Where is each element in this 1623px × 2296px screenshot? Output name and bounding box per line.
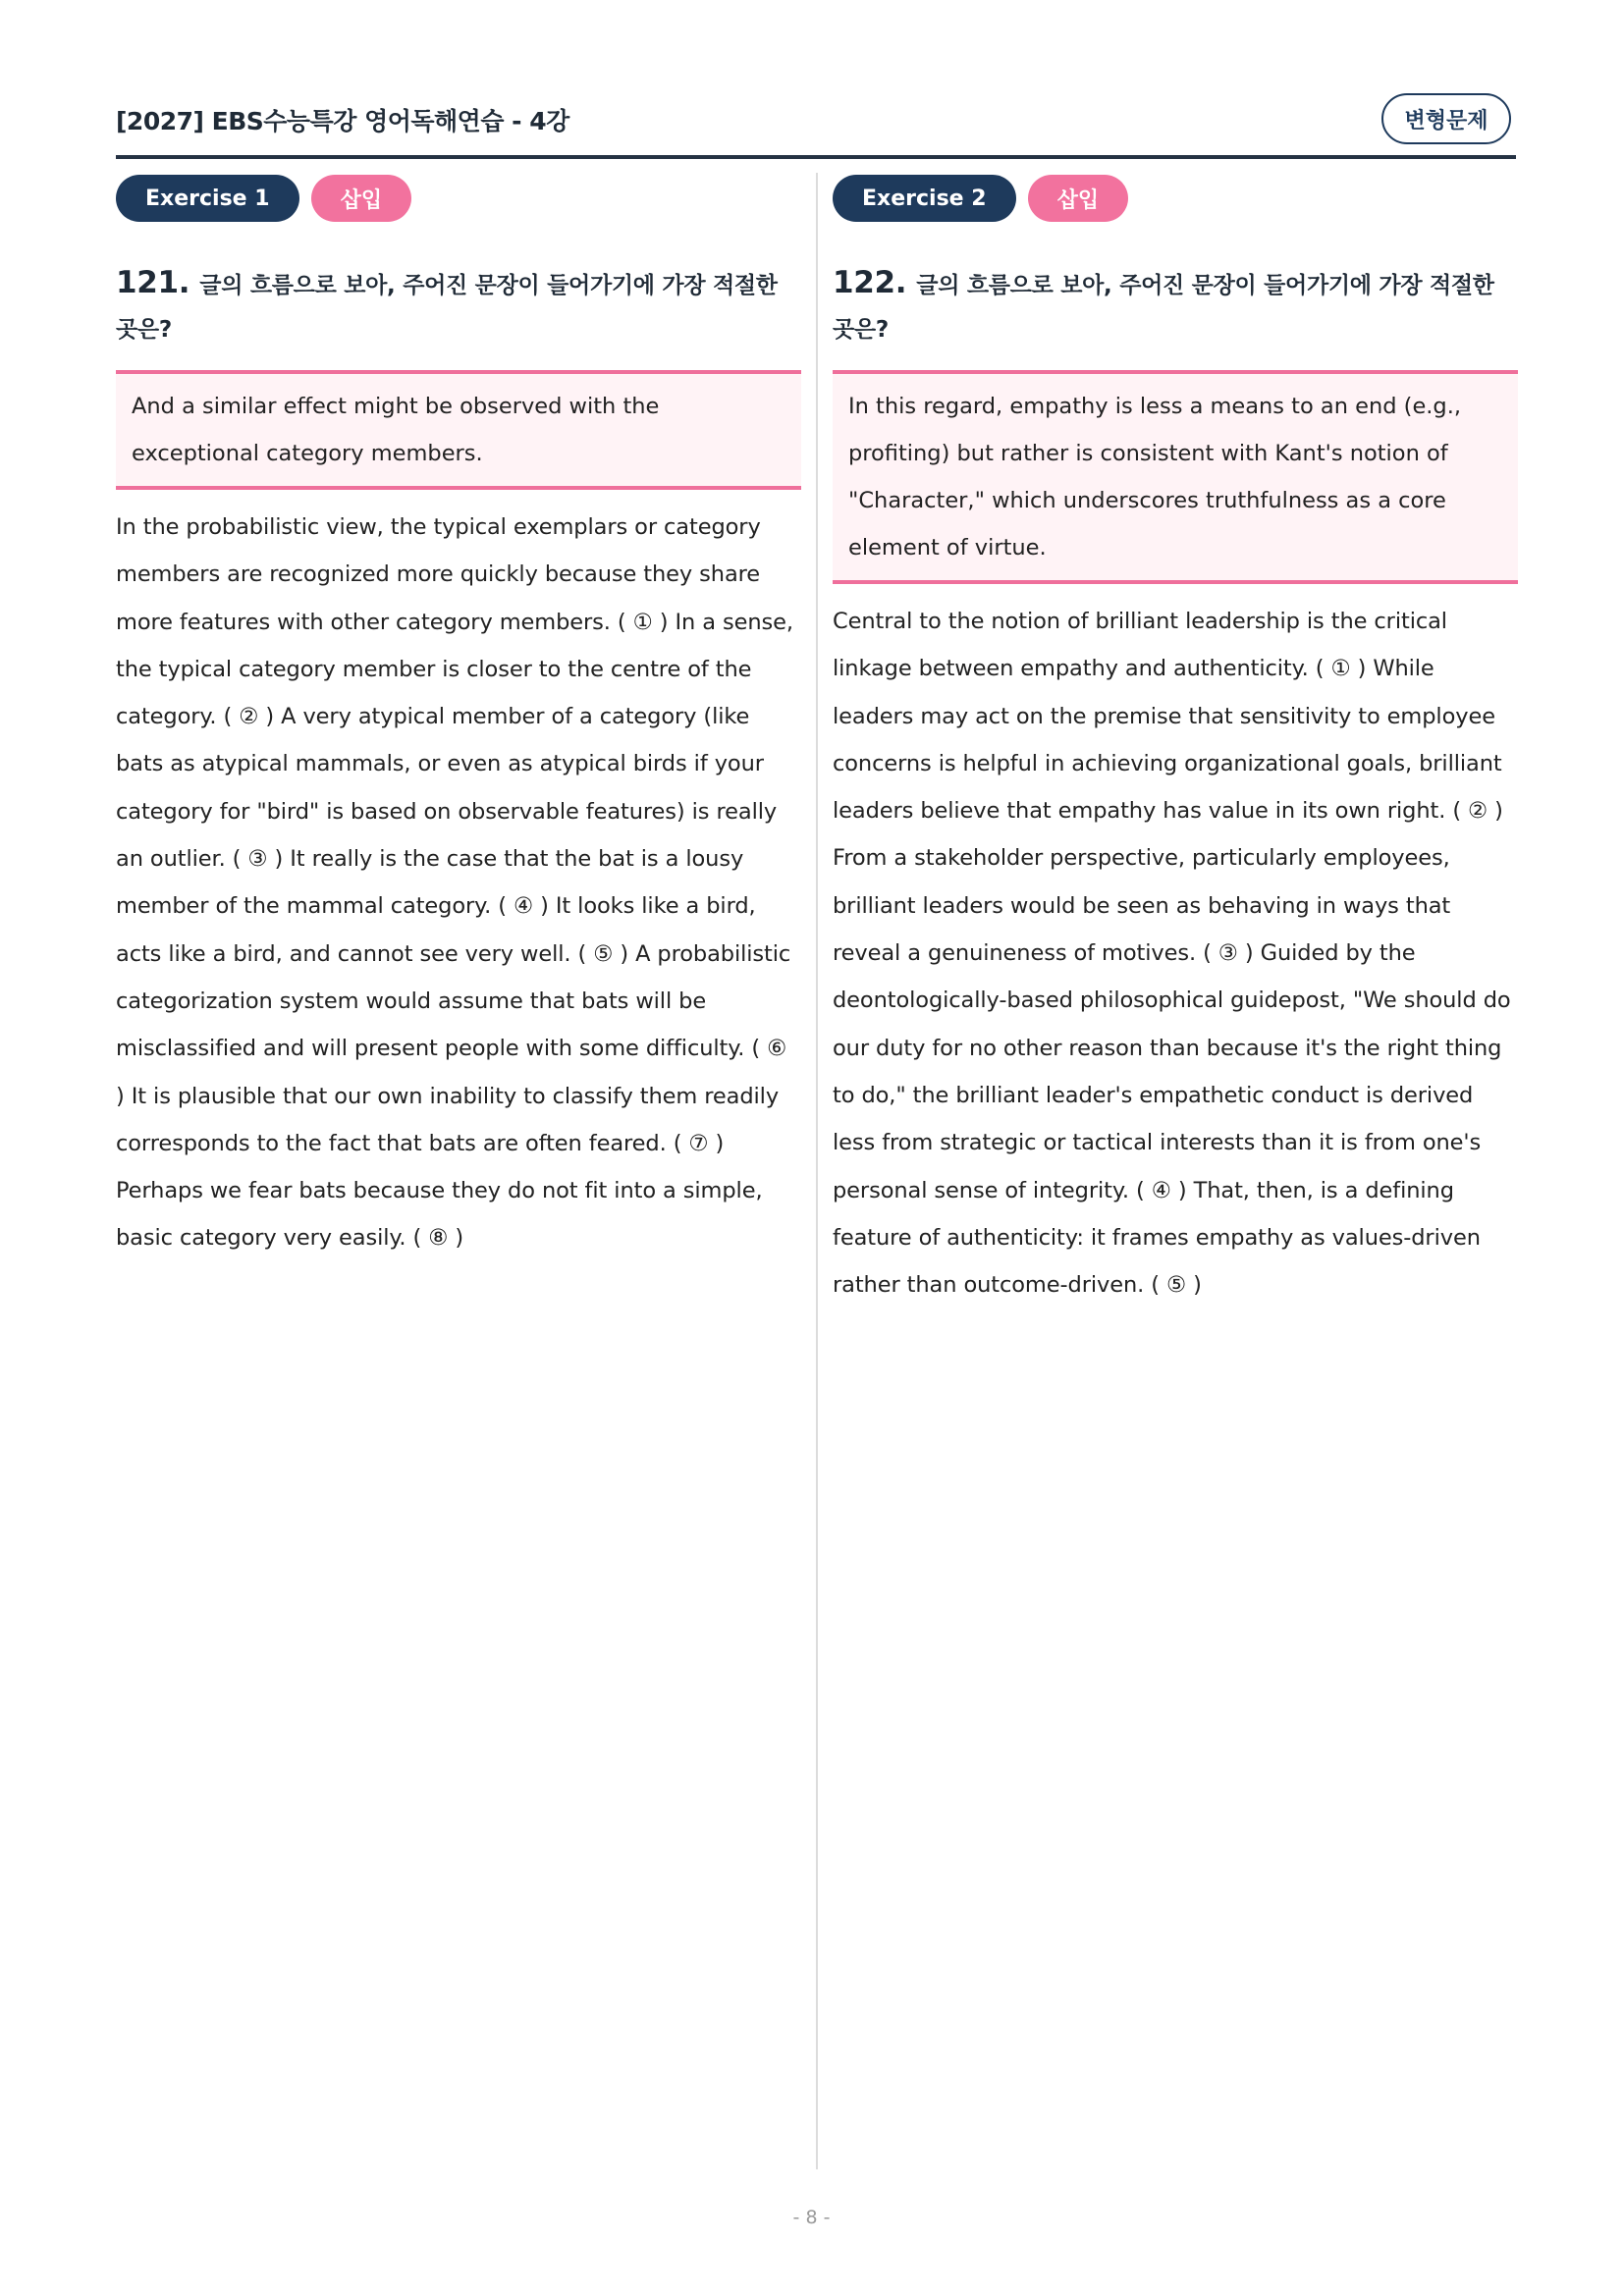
page-number: - 8 - — [792, 2207, 831, 2228]
exercise-2-question-text: 글의 흐름으로 보아, 주어진 문장이 들어가기에 가장 적절한 곳은? — [833, 273, 1494, 343]
exercise-2-type-tag: 삽입 — [1028, 175, 1129, 222]
exercise-1-given-sentence: And a similar effect might be observed with the exceptional category members. — [116, 370, 801, 490]
exercise-2-given-sentence: In this regard, empathy is less a means to an end (e.g., profiting) but rather is consistent with Kant's notion of "Character," which underscores truthfulness as a core element of virtue. — [833, 370, 1518, 584]
problem-type-badge: 변형문제 — [1381, 93, 1511, 144]
column-divider — [816, 173, 818, 2169]
exercise-1-label: Exercise 1 — [116, 175, 299, 222]
exercise-2-number: 122. — [833, 265, 907, 300]
exercise-1-type-tag: 삽입 — [311, 175, 412, 222]
exercise-1-passage: In the probabilistic view, the typical exemplars or category members are recognized more quickly because they share more features with other category members. ( ① ) In a sense, the typical category member is closer to the centre of the category. ( ② ) A very atypical member of a category (like bats as atypical mammals, or even as atypical birds if your category for "bird" is based on observable features) is really an outlier. ( ③ ) It really is the case that the bat is a lousy member of the mammal category. ( ④ ) It looks like a bird, acts like a bird, and cannot see very well. ( ⑤ ) A probabilistic categorization system would assume that bats will be misclassified and will present people with some difficulty. ( ⑥ ) It is plausible that our own inability to classify them readily corresponds to the fact that bats are often feared. ( ⑦ ) Perhaps we fear bats because they do not fit into a simple, basic category very easily. ( ⑧ ) — [116, 514, 793, 1252]
exercise-2-question — [833, 261, 1518, 352]
exercise-2-column — [833, 173, 1518, 1308]
exercise-1-chips — [116, 173, 801, 224]
exercise-2-chips — [833, 173, 1518, 224]
header-divider — [116, 155, 1516, 159]
exercise-2-passage: Central to the notion of brilliant leadership is the critical linkage between empathy and authenticity. ( ① ) While leaders may act on the premise that sensitivity to employee concerns is helpful in achieving organizational goals, brilliant leaders believe that empathy has value in its own right. ( ② ) From a stakeholder perspective, particularly employees, brilliant leaders would be seen as behaving in ways that reveal a genuineness of motives. ( ③ ) Guided by the deontologically-based philosophical guidepost, "We should do our duty for no other reason than because it's the right thing to do," the brilliant leader's empathetic conduct is derived less from strategic or tactical interests than it is from one's personal sense of integrity. ( ④ ) That, then, is a defining feature of authenticity: it frames empathy as values-driven rather than outcome-driven. ( ⑤ ) — [833, 609, 1511, 1299]
exercise-1-column — [116, 173, 801, 1262]
exercise-1-question — [116, 261, 801, 352]
exercise-1-number: 121. — [116, 265, 190, 300]
exercise-1-question-text: 글의 흐름으로 보아, 주어진 문장이 들어가기에 가장 적절한 곳은? — [116, 273, 778, 343]
page-title: [2027] EBS수능특강 영어독해연습 - 4강 — [116, 107, 569, 135]
exercise-2-label: Exercise 2 — [833, 175, 1016, 222]
